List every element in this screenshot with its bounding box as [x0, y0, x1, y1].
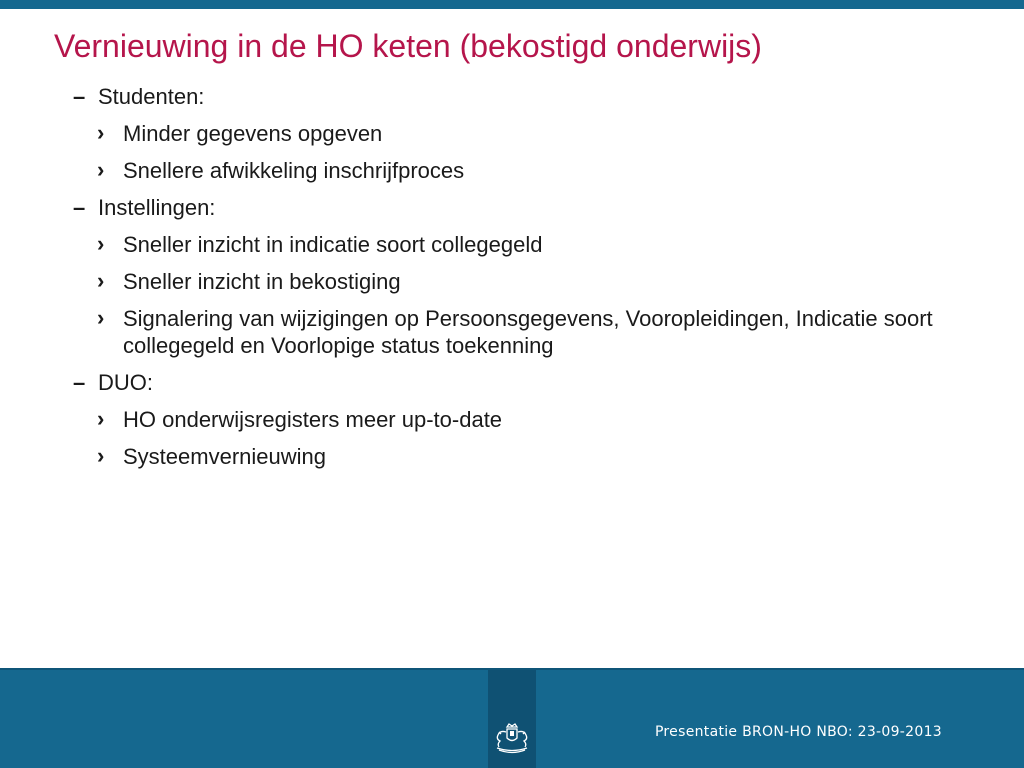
- chevron-bullet-icon: ›: [97, 157, 105, 182]
- chevron-bullet-icon: ›: [97, 268, 105, 293]
- chevron-bullet-icon: ›: [97, 406, 105, 431]
- dash-bullet-icon: –: [73, 195, 86, 220]
- list-item: [70, 120, 970, 147]
- rijksoverheid-coat-of-arms-icon: [491, 722, 533, 756]
- list-item-text: Signalering van wijzigingen op Persoonsgegevens, Vooropleidingen, Indicatie soort collegegeld en Voorlopige status toekenning: [123, 306, 933, 358]
- section-heading-duo: [70, 370, 970, 396]
- footer-presentation-info: Presentatie BRON-HO NBO: 23-09-2013: [654, 724, 942, 740]
- list-item: [70, 268, 970, 295]
- list-item: [70, 443, 970, 470]
- dash-bullet-icon: –: [73, 370, 86, 395]
- top-accent-bar: [0, 0, 1024, 9]
- section-label: Instellingen:: [98, 195, 216, 220]
- slide-title: Vernieuwing in de HO keten (bekostigd onderwijs): [54, 28, 762, 64]
- dash-bullet-icon: –: [73, 84, 86, 109]
- list-item-text: HO onderwijsregisters meer up-to-date: [123, 407, 503, 432]
- logo-panel: [488, 670, 536, 768]
- chevron-bullet-icon: ›: [97, 443, 105, 468]
- section-label: Studenten:: [98, 84, 205, 109]
- list-item-text: Minder gegevens opgeven: [123, 121, 383, 146]
- section-heading-instellingen: [70, 195, 970, 221]
- list-item-text: Sneller inzicht in indicatie soort collegegeld: [123, 232, 543, 257]
- list-item: [70, 406, 970, 433]
- list-item-text: Snellere afwikkeling inschrijfproces: [123, 158, 465, 183]
- bullet-list: [70, 84, 970, 470]
- chevron-bullet-icon: ›: [97, 305, 105, 330]
- section-label: DUO:: [98, 370, 153, 395]
- list-item: [70, 305, 943, 359]
- list-item-text: Systeemvernieuwing: [123, 444, 326, 469]
- list-item: [70, 231, 970, 258]
- chevron-bullet-icon: ›: [97, 120, 105, 145]
- list-item-text: Sneller inzicht in bekostiging: [123, 269, 401, 294]
- chevron-bullet-icon: ›: [97, 231, 105, 256]
- list-item: [70, 157, 970, 184]
- section-heading-studenten: [70, 84, 970, 110]
